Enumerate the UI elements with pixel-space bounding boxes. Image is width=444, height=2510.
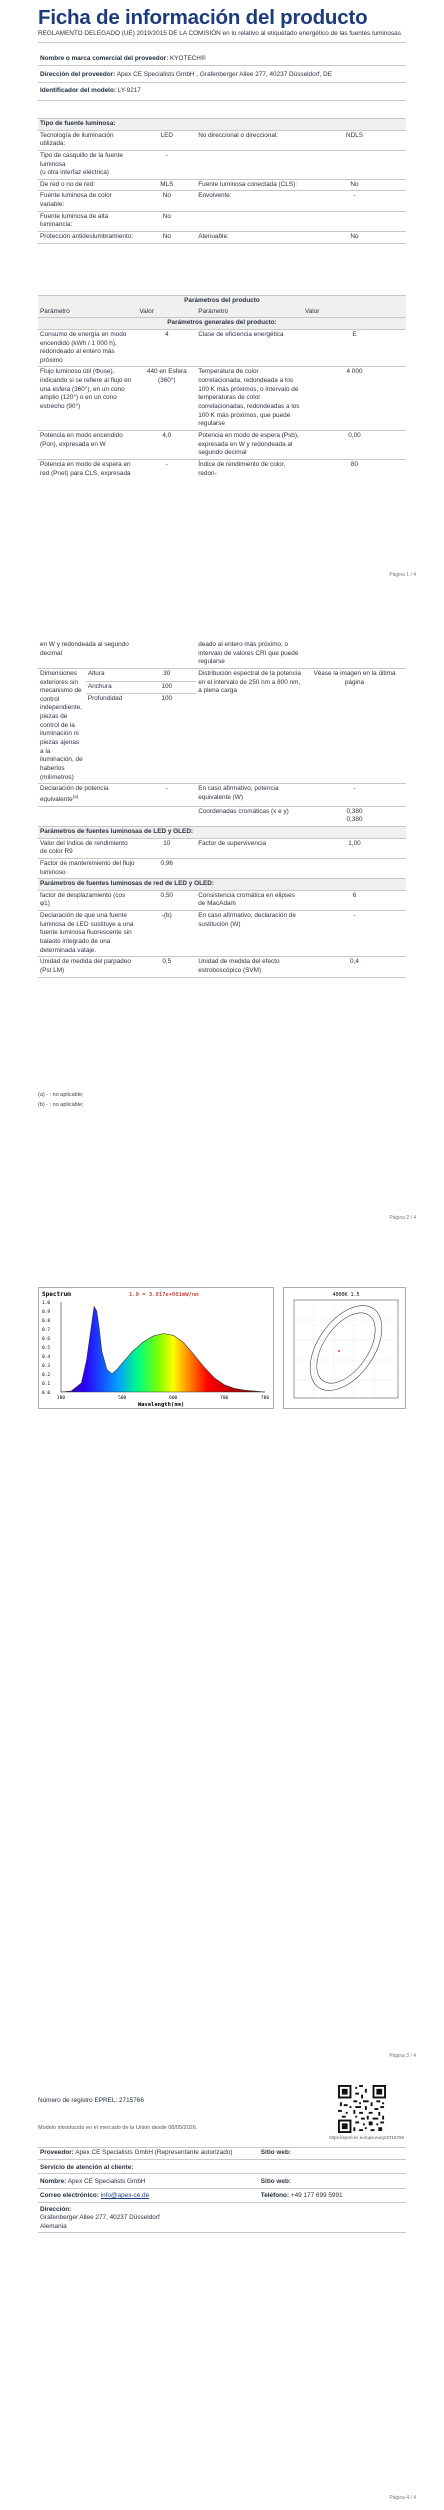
col-value: Valor <box>304 307 320 315</box>
type-row <box>38 232 406 244</box>
dim-value: 30 <box>137 668 196 681</box>
type-value: No <box>137 191 196 211</box>
param-value: 80 <box>350 460 359 468</box>
type-label: Atenuable: <box>196 232 303 244</box>
eprel-label: Número de registro EPREL: <box>38 2097 118 2104</box>
params-header: Parámetros del producto <box>38 296 406 307</box>
phone-cell <box>259 2188 406 2202</box>
equiv-row: Declaración de potencia equivalente$^{(a)}$ <box>38 784 137 806</box>
spectrum-ytick: 0.1 <box>42 1382 51 1387</box>
param-value <box>303 858 406 878</box>
page-number: Página 2 / 4 <box>389 1215 416 1221</box>
cont-right: deado al entero más próximo, o intervalo de valores CRI que puede regularse <box>196 640 303 668</box>
spectrum-xtick: 700 <box>220 1396 229 1401</box>
general-row <box>38 459 406 479</box>
type-header: Tipo de fuente luminosa: <box>38 119 406 131</box>
qr-code-icon[interactable] <box>338 2085 386 2133</box>
param-value: -(b) <box>137 911 196 957</box>
name-cell <box>38 2174 259 2189</box>
param-value: 0,4 <box>303 957 406 977</box>
type-label: Tipo de casquillo de la fuente luminosa (u otra interfaz eléctrica) <box>38 150 137 179</box>
param-label: Índice de rendimiento de color, redon- <box>198 460 286 477</box>
param-value: 4,0 <box>137 430 196 459</box>
email-label: Correo electrónico: <box>40 2191 99 2199</box>
provider-cell <box>38 2148 259 2160</box>
type-label: Protección antideslumbramiento: <box>38 232 137 244</box>
param-label: Valor del índice de rendimiento de color R9 <box>38 838 137 858</box>
spectrum-ytick: 1.0 <box>42 1301 51 1306</box>
macadam-chart <box>283 1287 406 1409</box>
type-row <box>38 179 406 191</box>
page-4 <box>0 2075 444 2510</box>
spectrum-svg <box>39 1288 275 1410</box>
param-value: - <box>303 911 406 957</box>
red-row <box>38 911 406 957</box>
equiv-right-label: En caso afirmativo, potencia equivalente (W) <box>196 784 303 806</box>
param-label: Unidad de medida del parpadeo (Pst LM) <box>38 957 137 977</box>
supplier-address-value: Apex CE Specialists GmbH , Grafenberger Allee 277, 40237 Düsseldorf, DE <box>116 70 332 78</box>
red-row <box>38 890 406 910</box>
page-number: Página 3 / 4 <box>389 2053 416 2059</box>
page-3 <box>0 1285 444 2065</box>
param-label: Consistencia cromática en elipses de MacAdam <box>196 890 303 910</box>
type-row <box>38 130 406 150</box>
param-label: Factor de mantenimiento del flujo luminoso <box>38 858 137 878</box>
type-label: Envolvente: <box>196 191 303 211</box>
type-value: No <box>137 211 196 231</box>
param-label: En caso afirmativo, declaración de sustitución (W) <box>196 911 303 957</box>
dim-value: 100 <box>137 694 196 784</box>
spectrum-chart <box>38 1287 274 1409</box>
chroma-y: 0,380 <box>346 816 363 824</box>
chroma-label: Coordenadas cromáticas (x e y) <box>196 806 303 826</box>
param-value: 4 000 <box>303 367 406 430</box>
trade-mark-label: Nombre o marca comercial del proveedor: <box>40 55 169 62</box>
spectrum-ytick: 0.3 <box>42 1364 51 1369</box>
param-value: 1,00 <box>303 838 406 858</box>
macadam-ellipse-outer <box>296 1293 397 1404</box>
type-label: Tecnología de iluminación utilizada: <box>38 130 137 150</box>
trade-mark-row <box>38 54 406 65</box>
intro-text: Modelo introducido en el mercado de la Unión desde 08/05/2026. <box>38 2125 198 2131</box>
col-param: Parámetro <box>40 307 70 315</box>
general-row <box>38 367 406 430</box>
type-table <box>38 118 406 244</box>
led-header: Parámetros de fuentes luminosas de LED y OLED: <box>38 826 406 838</box>
param-label: Consumo de energía en modo encendido (kWh / 1 000 h), redondeado al entero más próximo <box>38 329 137 367</box>
page-number: Página 1 / 4 <box>389 572 416 578</box>
spectrum-ytick: 0.9 <box>42 1310 51 1315</box>
type-label: De red o no de red: <box>38 179 137 191</box>
param-value: E <box>303 329 406 367</box>
footnote-a: (a) - : no aplicable; <box>38 1092 84 1098</box>
dimensions-label: Dimensiones exteriores sin mecanismo de control independiente, piezas de control de la iluminación ni piezas ajenas a la iluminación, de haberlos (milímetros) <box>38 668 86 783</box>
col-param: Parámetro <box>198 307 229 315</box>
param-label: factor de desplazamiento (cos φ1) <box>38 890 137 910</box>
type-label: Fuente luminosa de alta luminancia: <box>38 211 137 231</box>
param-label: Factor de supervivencia <box>196 838 303 858</box>
macadam-frame <box>294 1300 398 1398</box>
provider-value: Apex CE Specialists GmbH (Representante autorizado) <box>75 2149 233 2156</box>
param-label: Clase de eficiencia energética <box>196 329 303 367</box>
param-label: Potencia en modo de espera (Psb), expresada en W y redondeada al segundo decimal <box>196 430 303 459</box>
address-cell <box>38 2202 406 2233</box>
type-row <box>38 211 406 231</box>
type-value <box>303 211 406 231</box>
email-link[interactable]: info@apex-ce.de <box>100 2191 150 2199</box>
regulation-text: REGLAMENTO DELEGADO (UE) 2019/2015 DE LA COMISIÓN en lo relativo al etiquetado energético de las fuentes luminosas <box>38 30 406 43</box>
model-value: LY-9217 <box>117 87 141 95</box>
type-value <box>303 150 406 179</box>
address-line-2: Alemania <box>40 2222 67 2230</box>
cont-left: en W y redondeada al segundo decimal <box>38 640 137 668</box>
spectrum-ytick: 0.8 <box>42 1319 51 1324</box>
param-value: 0,00 <box>303 430 406 459</box>
general-header: Parámetros generales del producto: <box>38 318 406 330</box>
spectrum-ytick: 0.0 <box>42 1391 51 1396</box>
chroma-values <box>303 806 406 826</box>
supplier-address-row <box>38 65 406 83</box>
name-label: Nombre: <box>40 2178 67 2186</box>
red-row <box>38 957 406 977</box>
macadam-title: 4000K 1.5 <box>332 1292 360 1298</box>
col-value: Valor <box>139 307 154 315</box>
spectrum-area <box>61 1307 265 1393</box>
email-cell <box>38 2188 259 2202</box>
supplier-address-label: Dirección del proveedor: <box>40 70 116 78</box>
param-value: 10 <box>137 838 196 858</box>
distribution-value: Véase la imagen en la última página <box>303 668 406 783</box>
param-label: Potencia en modo de espera en red (Pnet) para CLS, expresada <box>40 460 131 477</box>
param-value: 440 en Esfera (360°) <box>137 367 196 430</box>
trade-mark-value: KYOTECH® <box>170 55 206 62</box>
eprel-value: 2715766 <box>119 2097 144 2104</box>
param-label: Unidad de medida del efecto estroboscópico (SVM) <box>196 957 303 977</box>
spectrum-ytick: 0.2 <box>42 1373 51 1378</box>
spectrum-xtick: 780 <box>260 1396 270 1401</box>
equiv-right-value: - <box>303 784 406 806</box>
spectrum-title: Spectrum <box>42 1291 71 1298</box>
spectrum-xtick: 500 <box>118 1396 127 1401</box>
general-params-table <box>38 295 406 479</box>
general-row <box>38 430 406 459</box>
address-line-1: Grafenberger Allee 277, 40237 Düsseldorf <box>40 2214 160 2222</box>
param-value: 6 <box>303 890 406 910</box>
param-label <box>196 858 303 878</box>
param-value: 0,96 <box>137 858 196 878</box>
contact-table <box>38 2147 406 2233</box>
macadam-ellipse-inner <box>305 1303 387 1394</box>
param-value: 0,5 <box>137 957 196 977</box>
type-value: NDLS <box>303 130 406 150</box>
spectrum-xtick: 600 <box>169 1396 178 1401</box>
web-label: Sitio web: <box>259 2148 406 2160</box>
type-label: No direccional o direccional: <box>196 130 303 150</box>
phone-value: +49 177 699 5991 <box>290 2191 343 2199</box>
red-header: Parámetros de fuentes luminosas de red de LED y OLED: <box>38 879 406 891</box>
spectrum-header: 1.0 = 3.017e+001mW/nm <box>129 1292 199 1298</box>
dim-name: Altura <box>86 668 138 681</box>
type-label: Fuente luminosa conectada (CLS): <box>196 179 303 191</box>
param-value: 4 <box>137 329 196 367</box>
dim-value: 100 <box>137 681 196 694</box>
page-title: Ficha de información del producto <box>38 6 368 29</box>
equiv-value: - <box>137 784 196 806</box>
param-label: Flujo luminoso útil (Φuse), indicando si se refiere al flujo en una esfera (360°), en un cono amplio (120°) o en un cono estrecho (90°) <box>38 367 137 430</box>
spectrum-xtick: 380 <box>56 1396 66 1401</box>
type-value: - <box>137 150 196 179</box>
equiv-label: Declaración de potencia equivalente <box>40 785 109 804</box>
spectrum-ytick: 0.5 <box>42 1346 51 1351</box>
type-value: No <box>303 232 406 244</box>
spectrum-xlabel: Wavelength(nm) <box>137 1402 185 1408</box>
param-value: 0,50 <box>137 890 196 910</box>
page-number: Página 4 / 4 <box>389 2495 416 2501</box>
name-value: Apex CE Specialists GmbH <box>67 2178 146 2186</box>
type-label <box>196 211 303 231</box>
address-label: Dirección: <box>40 2205 72 2213</box>
distribution-label: Distribución espectral de la potencia en el intervalo de 250 nm a 800 nm, a plena carga <box>196 668 303 783</box>
phone-label: Teléfono: <box>260 2191 290 2199</box>
spectrum-ytick: 0.7 <box>42 1328 51 1333</box>
type-row <box>38 191 406 211</box>
service-header: Servicio de atención al cliente: <box>38 2159 406 2174</box>
type-label: Fuente luminosa de color variable: <box>38 191 137 211</box>
continued-table <box>38 640 406 978</box>
supplier-table <box>38 54 406 101</box>
type-value: No <box>303 179 406 191</box>
footnote-b: (b) - : no aplicable; <box>38 1102 84 1108</box>
macadam-svg <box>284 1288 407 1410</box>
type-value: MLS <box>137 179 196 191</box>
led-row <box>38 838 406 858</box>
param-label: Temperatura de color correlacionada, redondeada a los 100 K más próximos, o intervalo de temperaturas de color correlacionadas, redondeadas a los 100 K más próximos, que puede regularse <box>196 367 303 430</box>
led-row <box>38 858 406 878</box>
type-label <box>196 150 303 179</box>
model-label: Identificador del modelo: <box>40 87 116 95</box>
type-value: No <box>137 232 196 244</box>
macadam-point <box>338 1350 340 1352</box>
param-label: Potencia en modo encendido (Pon), expresada en W <box>38 430 137 459</box>
spectrum-ytick: 0.4 <box>42 1355 51 1360</box>
spectrum-ytick: 0.6 <box>42 1337 51 1342</box>
page-2 <box>0 640 444 1230</box>
type-value: - <box>303 191 406 211</box>
qr-url[interactable]: https://eprel.ec.europa.eu/qr/2715766 <box>328 2135 404 2140</box>
param-value: - <box>165 460 168 468</box>
page-1 <box>0 0 444 620</box>
general-row <box>38 329 406 367</box>
model-row <box>38 83 406 101</box>
type-row <box>38 150 406 179</box>
param-label: Declaración de que una fuente luminosa de LED sustituye a una fuente luminosa fluorescente sin balasto integrado de una determinada vataje. <box>38 911 137 957</box>
dim-name: Anchura <box>86 681 138 694</box>
dim-name: Profundidad <box>86 694 138 784</box>
macadam-grid <box>294 1300 398 1398</box>
provider-label: Proveedor: <box>40 2149 74 2156</box>
type-value: LED <box>137 130 196 150</box>
chroma-x: 0,380 <box>346 807 363 815</box>
web2-label: Sitio web: <box>259 2174 406 2189</box>
